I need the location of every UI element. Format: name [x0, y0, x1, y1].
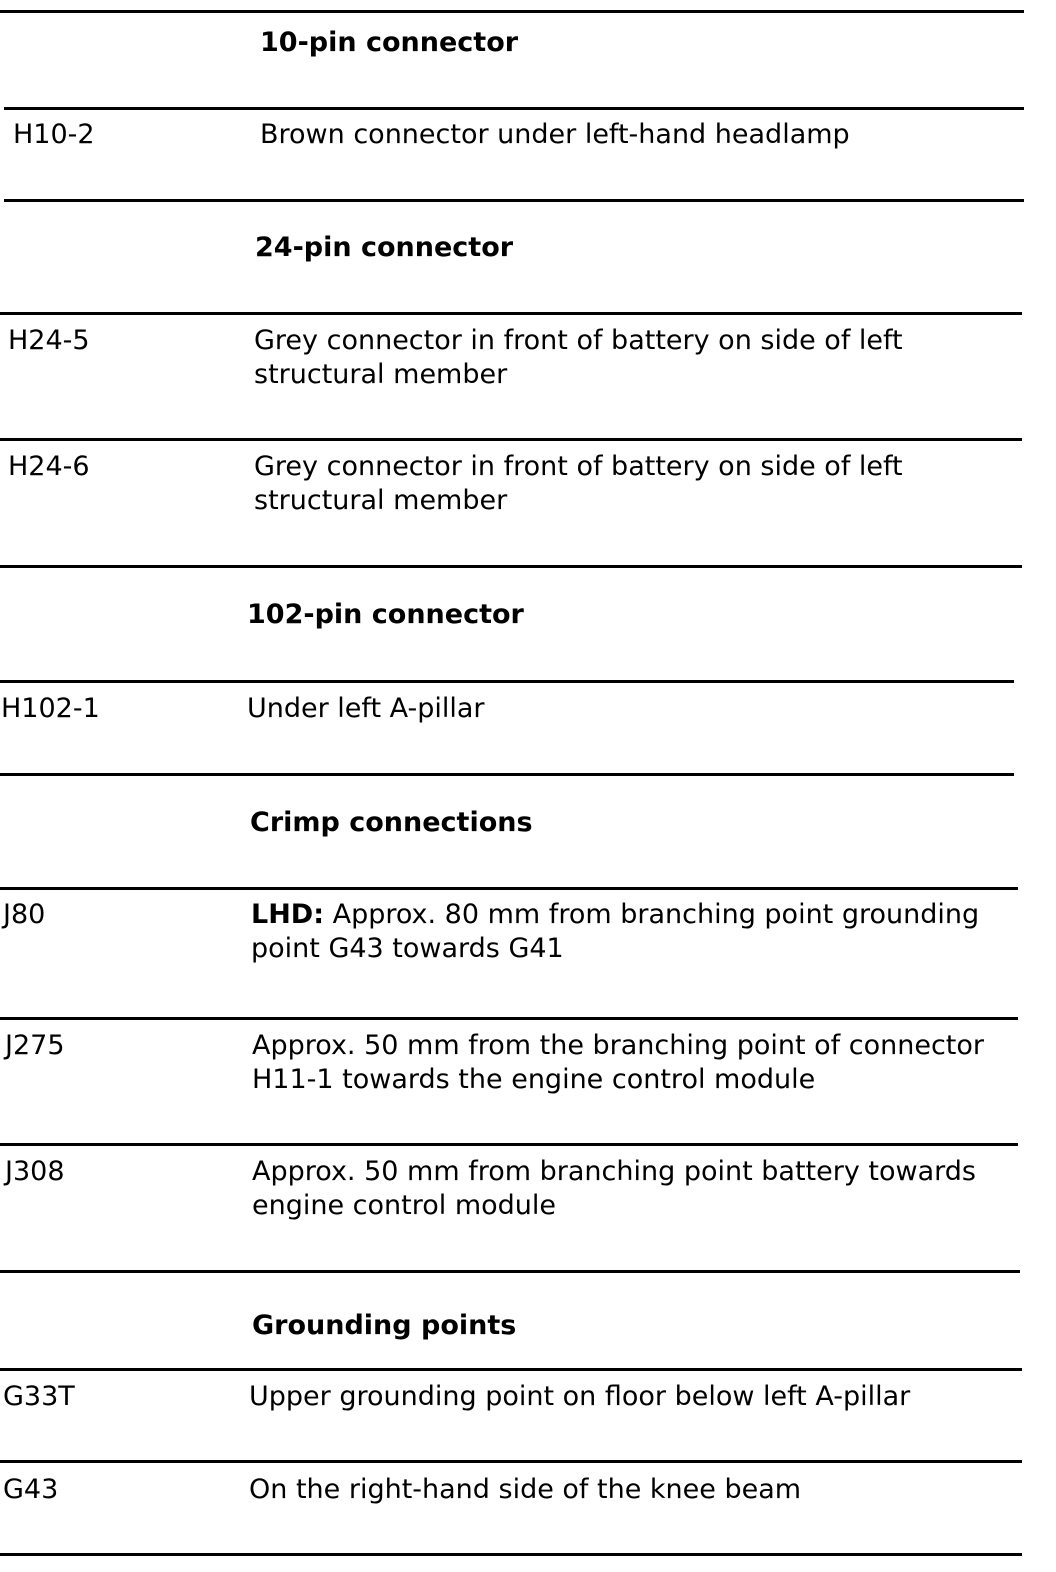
location-line: Grey connector in front of battery on side of left [254, 325, 903, 356]
connector-location [251, 898, 979, 966]
rule-6 [0, 565, 1022, 568]
lhd-label: LHD: [251, 899, 325, 930]
rule-5 [0, 438, 1022, 441]
location-line: Approx. 50 mm from the branching point of connector [252, 1030, 985, 1061]
connector-code: J275 [5, 1030, 65, 1061]
rule-13 [0, 1368, 1022, 1371]
location-line: structural member [254, 485, 508, 516]
connector-location [247, 692, 485, 726]
connector-code: H24-6 [8, 451, 90, 482]
rule-14 [0, 1460, 1022, 1463]
connector-location [252, 1029, 984, 1097]
connector-code: H102-1 [1, 693, 100, 724]
location-line: Under left A-pillar [247, 693, 485, 724]
location-line: structural member [254, 359, 508, 390]
connector-location [254, 450, 903, 518]
rule-11 [0, 1143, 1018, 1146]
connector-location [254, 324, 903, 392]
location-line: Approx. 50 mm from branching point battery towards [252, 1156, 976, 1187]
location-line: engine control module [252, 1190, 557, 1221]
location-line: On the right-hand side of the knee beam [249, 1474, 802, 1505]
rule-10 [0, 1017, 1018, 1020]
connector-code: H10-2 [13, 119, 95, 150]
connector-location [252, 1155, 976, 1223]
section-heading: Grounding points [252, 1310, 517, 1341]
location-line: Grey connector in front of battery on side of left [254, 451, 903, 482]
connector-code: J308 [5, 1156, 65, 1187]
rule-7 [0, 680, 1014, 683]
location-line: Brown connector under left-hand headlamp [260, 119, 850, 150]
rule-2 [4, 107, 1024, 110]
rule-12 [0, 1270, 1020, 1273]
location-text: Approx. 80 mm from branching point grounding [324, 899, 980, 930]
rule-1 [0, 10, 1024, 13]
rule-15 [0, 1553, 1022, 1556]
section-heading: 10-pin connector [260, 27, 519, 58]
connector-location [249, 1473, 801, 1507]
connector-location [260, 118, 850, 152]
rule-9 [0, 887, 1018, 890]
rule-4 [0, 312, 1022, 315]
section-heading: 102-pin connector [247, 599, 524, 630]
location-line: H11-1 towards the engine control module [252, 1064, 816, 1095]
section-heading: Crimp connections [250, 807, 533, 838]
connector-code: G33T [3, 1381, 75, 1412]
connector-code: H24-5 [8, 325, 90, 356]
location-line [251, 898, 979, 932]
connector-code: G43 [3, 1474, 59, 1505]
location-line: point G43 towards G41 [251, 933, 564, 964]
connector-code: J80 [3, 899, 46, 930]
location-line: Upper grounding point on floor below left A-pillar [249, 1381, 911, 1412]
rule-3 [4, 199, 1024, 202]
connector-location [249, 1380, 910, 1414]
rule-8 [0, 773, 1014, 776]
section-heading: 24-pin connector [255, 232, 514, 263]
